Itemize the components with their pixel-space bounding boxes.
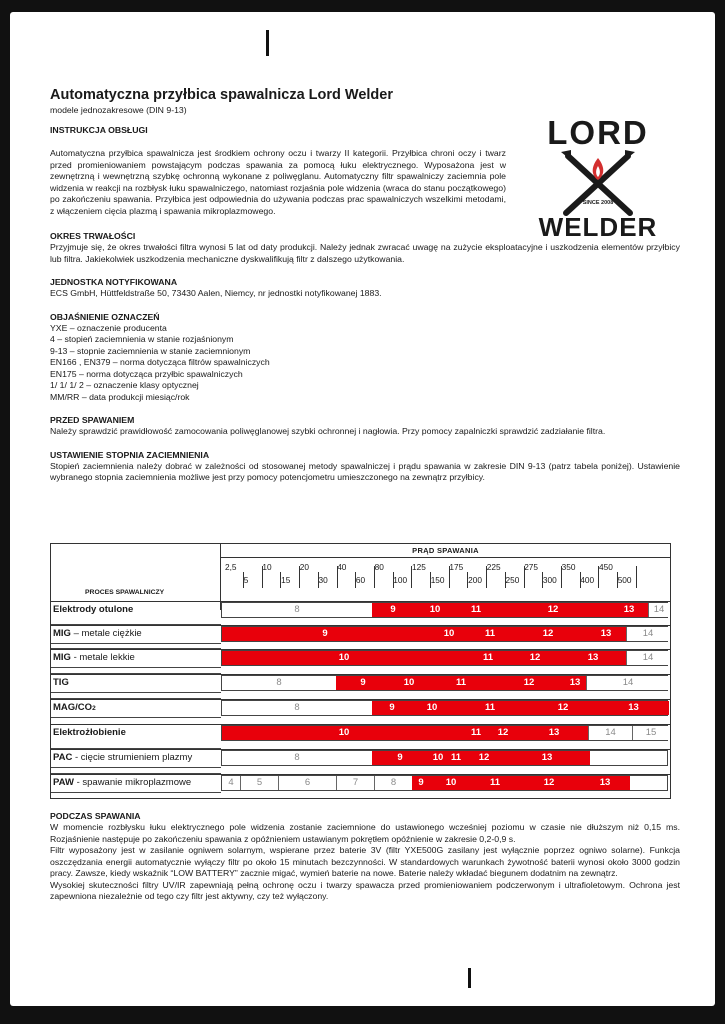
- row-label-frame: [51, 748, 221, 768]
- shade-segment: 9: [372, 751, 428, 765]
- row-label: PAC - cięcie strumieniem plazmy: [53, 752, 193, 763]
- scale-top-label: 2,5: [225, 562, 237, 572]
- shade-segment: 15: [632, 726, 669, 740]
- shade-range-bar: [221, 675, 668, 691]
- shade-segment: 13: [520, 726, 588, 740]
- shade-segment: 11: [428, 676, 494, 690]
- scale-top-label: 275: [524, 562, 539, 572]
- before-paragraph: Należy sprawdzić prawidłowość zamocowania poliwęglanowej szybki ochronnej i nagłowia. Przy pomocy zapalniczki sprawdzić zadziałanie filtra.: [50, 426, 606, 436]
- scale-top-label: 450: [599, 562, 613, 572]
- scale-tick: [486, 566, 487, 588]
- scale-tick: [280, 572, 281, 588]
- shade-segment: 9: [412, 776, 430, 790]
- shade-segment: 12: [496, 603, 610, 617]
- shade-segment: 12: [494, 676, 564, 690]
- shade-range-bar: [221, 602, 668, 618]
- shade-segment: 13: [560, 651, 626, 665]
- scale-bottom-label: 60: [355, 575, 366, 585]
- row-label-frame: [51, 673, 221, 693]
- document-title: Automatyczna przyłbica spawalnicza Lord Welder: [50, 87, 393, 103]
- marking-item: 4 – stopień zaciemnienia w stanie rozjaśnionym: [50, 334, 234, 344]
- shade-segment: 13: [598, 701, 669, 715]
- shade-segment: 14: [648, 603, 669, 617]
- shade-paragraph: Stopień zaciemnienia należy dobrać w zależności od stosowanej metody spawalniczej i prądu spawania w zakresie DIN 9-13 (patrz tabela poniżej). Ustawienie wybranego stopnia zaciemnienia możliwe jest przy pomocy potencjometru umieszczonego na zewnątrz przyłbicy.: [50, 460, 680, 482]
- before-heading: PRZED SPAWANIEM: [50, 415, 135, 425]
- shade-segment: 11: [472, 776, 518, 790]
- shade-segment: 7: [336, 776, 374, 790]
- scale-bottom-label: 15: [281, 575, 291, 585]
- scale-top-label: 10: [262, 562, 272, 572]
- logo-since: SINCE 2008: [582, 200, 614, 206]
- shade-segment: 10: [412, 701, 452, 715]
- shade-segment: 10: [428, 751, 448, 765]
- shade-segment: 12: [528, 701, 598, 715]
- shade-segment: 10: [390, 676, 428, 690]
- shade-segment: 12: [510, 651, 560, 665]
- row-label-frame: [51, 648, 221, 668]
- shade-segment: 10: [414, 603, 456, 617]
- table-header-band: [221, 544, 670, 558]
- shade-segment: 11: [452, 701, 528, 715]
- scale-bottom-label: 5: [243, 575, 249, 585]
- scale-bottom-label: 400: [580, 575, 595, 585]
- scale-top-label: 40: [337, 562, 347, 572]
- shade-segment: 10: [222, 651, 466, 665]
- marking-item: 9-13 – stopnie zaciemnienia w stanie zaciemnionym: [50, 345, 251, 356]
- scale-tick: [411, 566, 412, 588]
- scale-bottom-label: 100: [393, 575, 408, 585]
- scale-tick: [598, 566, 599, 588]
- scale-tick: [524, 566, 525, 588]
- shelf-paragraph: Przyjmuje się, że okres trwałości filtra wynosi 5 lat od daty produkcji. Należy jednak zwracać uwagę na zużycie eksploatacyjne i uszkodzenia elementów przyłbicy lub filtra. Jakiekolwiek uszkodzenia mechaniczne dyskwalifikują filtr z dalszego użytkowania.: [50, 242, 680, 264]
- row-label: Elektrody otulone: [53, 604, 134, 615]
- scale-tick: [467, 572, 468, 588]
- shade-range-bar: [221, 700, 668, 716]
- page-edge-right: [715, 0, 725, 1024]
- scale-tick: [505, 572, 506, 588]
- scale-tick: [299, 566, 300, 588]
- page-edge-left: [0, 0, 10, 1024]
- shade-segment: 8: [374, 776, 412, 790]
- shade-segment: 13: [580, 776, 630, 790]
- shade-segment: 11: [470, 627, 510, 641]
- scale-tick: [318, 572, 319, 588]
- scale-tick: [617, 572, 618, 588]
- scale-bottom-label: 250: [505, 575, 520, 585]
- marking-item: 1/ 1/ 1/ 2 – oznaczenie klasy optycznej: [50, 380, 199, 390]
- scale-tick: [542, 572, 543, 588]
- document-subtitle: modele jednozakresowe (DIN 9-13): [50, 105, 187, 115]
- scale-tick: [355, 572, 356, 588]
- shade-segment: 13: [504, 751, 590, 765]
- shelf-heading: OKRES TRWAŁOŚCI: [50, 231, 136, 241]
- row-label: Elektrożłobienie: [53, 727, 126, 738]
- shade-segment: 8: [222, 676, 336, 690]
- shade-segment: 11: [466, 651, 510, 665]
- shade-segment: 9: [222, 627, 428, 641]
- scale-tick: [243, 572, 244, 588]
- shade-segment: 9: [372, 603, 414, 617]
- row-label: MIG - metale lekkie: [53, 652, 135, 663]
- page-edge-top-inner: [10, 12, 715, 42]
- shade-segment: 10: [430, 776, 472, 790]
- shade-segment: 8: [222, 603, 372, 617]
- shade-segment: 6: [278, 776, 336, 790]
- document: [50, 86, 680, 484]
- shade-segment: 9: [336, 676, 390, 690]
- shade-segment: 4: [222, 776, 240, 790]
- page-tick-bottom: [468, 968, 471, 988]
- row-label: TIG: [53, 677, 69, 688]
- shade-range-bar: [221, 725, 668, 741]
- scale-bottom-label: 150: [430, 575, 445, 585]
- shade-segment: 8: [222, 701, 372, 715]
- shade-range-bar: [221, 750, 668, 766]
- shade-range-bar: [221, 626, 668, 642]
- shade-range-bar: [221, 775, 668, 791]
- shade-segment: 12: [486, 726, 520, 740]
- during-paragraph: Wysokiej skuteczności filtry UV/IR zapewniają pełną ochronę oczu i twarzy spawacza przed promieniowaniem podczerwonym i ultrafioletowym. Ochrona jest zapewniona niezależnie od tego czy filtr jest aktywny, czy też wyłączony.: [50, 879, 680, 901]
- scale-tick: [430, 572, 431, 588]
- scale-top-label: 20: [299, 562, 310, 572]
- notified-paragraph: ECS GmbH, Hüttfeldstraße 50, 73430 Aalen, Niemcy, nr jednostki notyfikowanej 1883.: [50, 288, 382, 298]
- marking-item: EN175 – norma dotycząca przyłbic spawalniczych: [50, 368, 243, 379]
- shade-segment: 13: [610, 603, 648, 617]
- scale-top-label: 125: [412, 562, 426, 572]
- markings-heading: OBJAŚNIENIE OZNACZEŃ: [50, 311, 160, 322]
- scale-tick: [374, 566, 375, 588]
- scale-tick: [580, 572, 581, 588]
- marking-item: MM/RR – data produkcji miesiąc/rok: [50, 391, 190, 402]
- shade-segment: 11: [448, 751, 464, 765]
- notified-heading: JEDNOSTKA NOTYFIKOWANA: [50, 277, 178, 287]
- shade-segment: 10: [222, 726, 466, 740]
- scale-tick: [393, 572, 394, 588]
- shade-range-bar: [221, 650, 668, 666]
- scale-top-label: 350: [561, 562, 576, 572]
- scale-tick: [262, 566, 263, 588]
- table-title: PRĄD SPAWANIA: [412, 546, 479, 555]
- shade-segment: 13: [564, 676, 586, 690]
- row-header: PROCES SPAWALNICZY: [85, 589, 165, 596]
- shade-segment: 14: [626, 651, 669, 665]
- page-edge-bottom-inner: [10, 980, 715, 1006]
- scale-top-label: 80: [374, 562, 384, 572]
- shade-segment: 8: [222, 751, 372, 765]
- shade-segment: 11: [466, 726, 486, 740]
- markings-list: [50, 323, 680, 404]
- scale-top-label: 225: [486, 562, 501, 572]
- logo-word-bottom: WELDER: [538, 212, 658, 242]
- row-label: PAW - spawanie mikroplazmowe: [53, 777, 192, 788]
- shade-segment: 13: [586, 627, 626, 641]
- during-heading: PODCZAS SPAWANIA: [50, 811, 141, 821]
- shade-segment: 9: [372, 701, 412, 715]
- scale-top-label: 175: [449, 562, 464, 572]
- shade-segment: 14: [626, 627, 669, 641]
- shade-segment: 11: [456, 603, 496, 617]
- shade-segment: 12: [464, 751, 504, 765]
- shade-segment: 5: [240, 776, 278, 790]
- shade-segment: 10: [428, 627, 470, 641]
- page-tick-top: [266, 30, 269, 56]
- row-label: MAG/CO2: [53, 702, 96, 713]
- shade-table: [50, 543, 671, 799]
- scale-tick: [636, 566, 637, 588]
- during-section: [50, 811, 680, 903]
- scale-bottom-label: 300: [542, 575, 557, 585]
- scale-tick: [449, 566, 450, 588]
- row-label-frame: [51, 773, 221, 793]
- shade-segment: 14: [586, 676, 669, 690]
- during-paragraph: W momencie rozbłysku łuku elektrycznego pole widzenia zostanie zaciemnione do ustawionego wcześniej poziomu w czasie nie dłuższym niż 0,15 ms. Rozjaśnienie następuje po zakończeniu spawania z opóźnieniem ustawianym pokrętłem opóźnienie w zakresie 0,2-0,9 s.: [50, 822, 680, 844]
- instruction-heading: INSTRUKCJA OBSŁUGI: [50, 125, 148, 135]
- row-label: MIG – metale ciężkie: [53, 628, 142, 639]
- intro-paragraph: Automatyczna przyłbica spawalnicza jest środkiem ochrony oczu i twarzy II kategorii. Przyłbica chroni oczy i twarz przed promieniowaniem powstającym podczas spawania za pomocą łuku elektrycznego. Wyposażona jest w zewnętrzną i wewnętrzną szybkę ochronną wykonane z poliwęglanu. Automatyczny filtr spawalniczy zaciemnia pole widzenia w reakcji na rozbłysk łuku spawalniczego, natomiast rozjaśnia pole widzenia (wraca do stanu początkowego) po zakończeniu spawania. Przyłbica jest odpowiednia do używania podczas prac spawalniczych wszelkimi metodami, z włączeniem cięcia plazmą i spawania mikroplazmowego.: [50, 148, 506, 216]
- shade-segment: 12: [510, 627, 586, 641]
- scale-bottom-label: 200: [468, 575, 482, 585]
- row-label-frame: [51, 624, 221, 644]
- logo-word-top-text: LORD: [547, 114, 649, 151]
- during-paragraph: Filtr wyposażony jest w zasilanie ogniwem solarnym, wspierane przez baterie 3V (filtr YXE500G zasilany jest wyłącznie poprzez ogniwo solarne). Funkcja oszczędzania energii automatycznie wyłączy filtr po około 15 minutach bezczynności. W standardowych warunkach żywotność baterii wynosi około 3000 godzin pracy. Zawsze, kiedy wskaźnik “LOW BATTERY” zacznie migać, wymień baterie na nowe. Baterie należy wkładać biegunem dodatnim na zewnątrz.: [50, 845, 680, 878]
- shade-heading: USTAWIENIE STOPNIA ZACIEMNIENIA: [50, 449, 210, 460]
- row-label-frame: [51, 698, 221, 718]
- marking-item: YXE – oznaczenie producenta: [50, 322, 167, 333]
- scale-tick: [561, 566, 562, 588]
- marking-item: EN166 , EN379 – norma dotycząca filtrów spawalniczych: [50, 357, 270, 367]
- shade-segment: 12: [518, 776, 580, 790]
- scale-tick: [337, 566, 338, 588]
- scale-bottom-label: 30: [318, 575, 328, 585]
- shade-segment: 14: [588, 726, 632, 740]
- scale-bottom-label: 500: [617, 575, 632, 585]
